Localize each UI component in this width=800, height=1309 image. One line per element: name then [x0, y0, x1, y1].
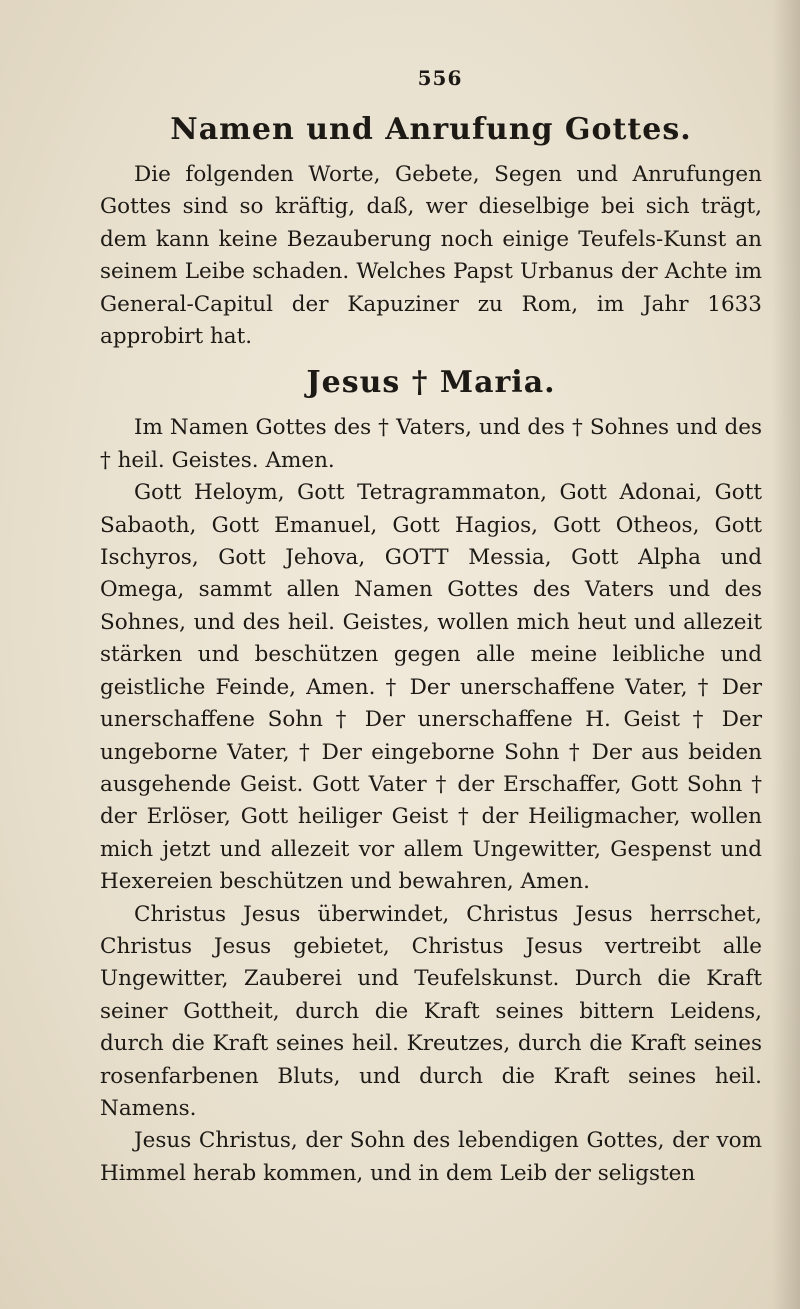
christus-paragraph: Christus Jesus überwindet, Christus Jesus herrschet, Christus Jesus gebietet, Christus Jesus vertreibt alle Ungewitter, Zauberei und Teufelskunst. Durch die Kraft seiner Gottheit, durch die Kraft seines bittern Leidens, durch die Kraft seines heil. Kreutzes, durch die Kraft seines rosenfarbenen Bluts, und durch die Kraft seines heil. Namens.	[100, 901, 762, 1121]
page-content	[100, 66, 762, 1190]
page-number: 556	[417, 66, 463, 90]
prayer-paragraph: Gott Heloym, Gott Tetragrammaton, Gott Adonai, Gott Sabaoth, Gott Emanuel, Gott Hagios, Gott Otheos, Gott Ischyros, Gott Jehova, GOTT Messia, Gott Alpha und Omega, sammt allen Namen Gottes des Vaters und des Sohnes, und des heil. Geistes, wollen mich heut und allezeit stärken und beschützen gegen alle meine leibliche und geistliche Feinde, Amen. † Der unerschaffene Vater, † Der unerschaffene Sohn † Der unerschaffene H. Geist † Der ungeborne Vater, † Der eingeborne Sohn † Der aus beiden ausgehende Geist. Gott Vater † der Erschaffer, Gott Sohn † der Erlöser, Gott heiliger Geist † der Heiligmacher, wollen mich jetzt und allezeit vor allem Ungewitter, Gespenst und Hexereien beschützen und bewahren, Amen.	[100, 480, 762, 895]
invocation-paragraph: Im Namen Gottes des † Vaters, und des † Sohnes und des † heil. Geistes. Amen.	[100, 415, 762, 473]
closing-paragraph: Jesus Christus, der Sohn des lebendigen Gottes, der vom Himmel herab kommen, und in dem Leib der seligsten	[100, 1128, 762, 1186]
sub-heading: Jesus † Maria.	[306, 365, 556, 401]
section-heading: Namen und Anrufung Gottes.	[170, 112, 692, 147]
intro-paragraph: Die folgenden Worte, Gebete, Segen und Anrufungen Gottes sind so kräftig, daß, wer dieselbige bei sich trägt, dem kann keine Bezauberung noch einige Teufels-Kunst an seinem Leibe schaden. Welches Papst Urbanus der Achte im General-Capitul der Kapuziner zu Rom, im Jahr 1633 approbirt hat.	[100, 162, 762, 350]
